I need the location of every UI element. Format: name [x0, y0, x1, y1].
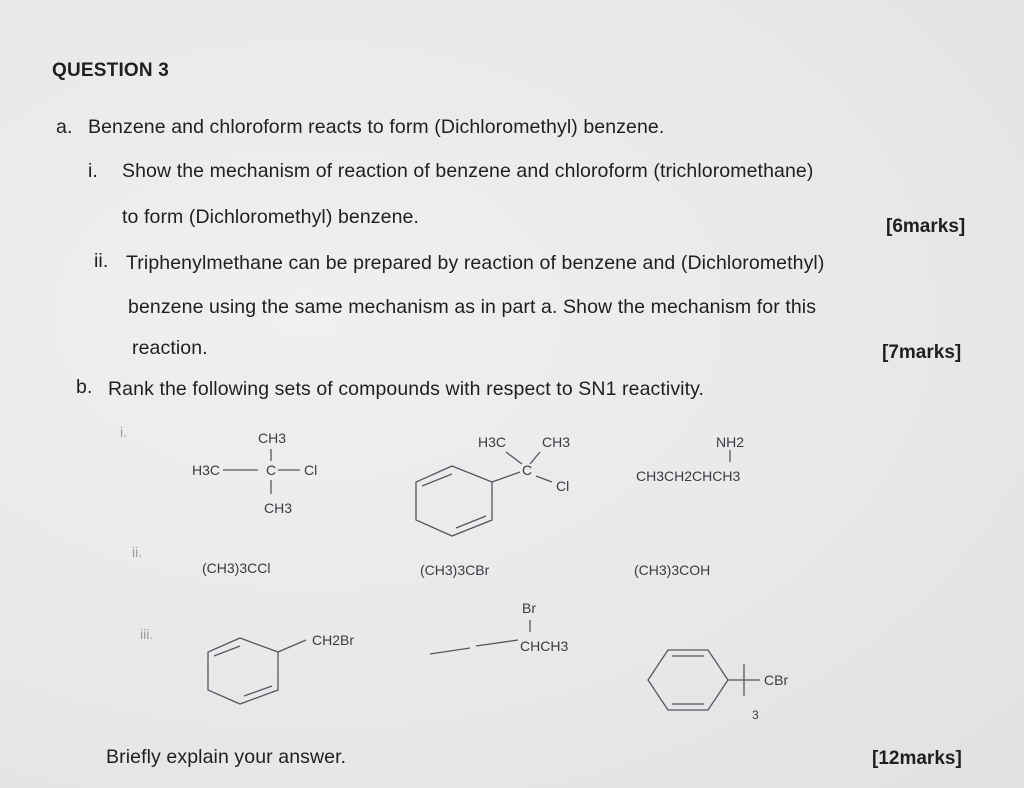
set-i-compound2-sub1: H3C	[478, 434, 507, 450]
set-i-compound3-top: NH2	[716, 434, 745, 450]
part-a-i-label: i.	[88, 160, 98, 182]
set-ii-label: ii.	[132, 544, 143, 560]
part-a-ii-line3: reaction.	[132, 337, 208, 359]
set-i-compound3-chain: CH3CH2CHCH3	[636, 468, 741, 484]
set-iii-compound2: CHCH3	[520, 638, 569, 654]
part-a-label: a.	[56, 116, 73, 138]
set-iii-compound2-top: Br	[522, 600, 536, 616]
part-a-i-line1: Show the mechanism of reaction of benzene and chloroform (trichloromethane)	[122, 160, 814, 182]
part-a-ii-label: ii.	[94, 250, 109, 272]
set-iii-compound3-sub: 3	[752, 708, 759, 722]
part-a-i-marks: [6marks]	[886, 216, 966, 237]
set-i-compound1-top: CH3	[258, 430, 287, 446]
set-ii-compound1: (CH3)3CCl	[202, 560, 271, 576]
set-i-compound2-right: Cl	[556, 478, 570, 494]
set-i-compound1-right: Cl	[304, 462, 318, 478]
set-ii-compound3: (CH3)3COH	[634, 562, 711, 578]
set-iii-compound3: CBr	[764, 672, 789, 688]
part-a-ii-marks: [7marks]	[882, 342, 962, 363]
set-i-compound1-left: H3C	[192, 462, 221, 478]
part-b-marks: [12marks]	[872, 748, 962, 769]
set-i-label: i.	[120, 424, 127, 440]
set-i-compound2-center: C	[522, 462, 533, 478]
set-iii-label: iii.	[140, 626, 154, 642]
part-a-ii-line1: Triphenylmethane can be prepared by reaction of benzene and (Dichloromethyl)	[126, 252, 825, 274]
part-a-text: Benzene and chloroform reacts to form (Dichloromethyl) benzene.	[88, 116, 665, 138]
set-i-compound1-center: C	[266, 462, 277, 478]
part-b-text: Rank the following sets of compounds with respect to SN1 reactivity.	[108, 378, 705, 400]
set-i-compound2-sub2: CH3	[542, 434, 571, 450]
part-a-i-line2: to form (Dichloromethyl) benzene.	[122, 206, 419, 228]
set-iii-compound1: CH2Br	[312, 632, 355, 648]
question-title: QUESTION 3	[52, 60, 170, 81]
footer-instruction: Briefly explain your answer.	[106, 746, 347, 768]
set-ii-compound2: (CH3)3CBr	[420, 562, 490, 578]
part-b-label: b.	[76, 376, 93, 398]
set-i-compound1-bottom: CH3	[264, 500, 293, 516]
part-a-ii-line2: benzene using the same mechanism as in part a. Show the mechanism for this	[128, 296, 817, 318]
